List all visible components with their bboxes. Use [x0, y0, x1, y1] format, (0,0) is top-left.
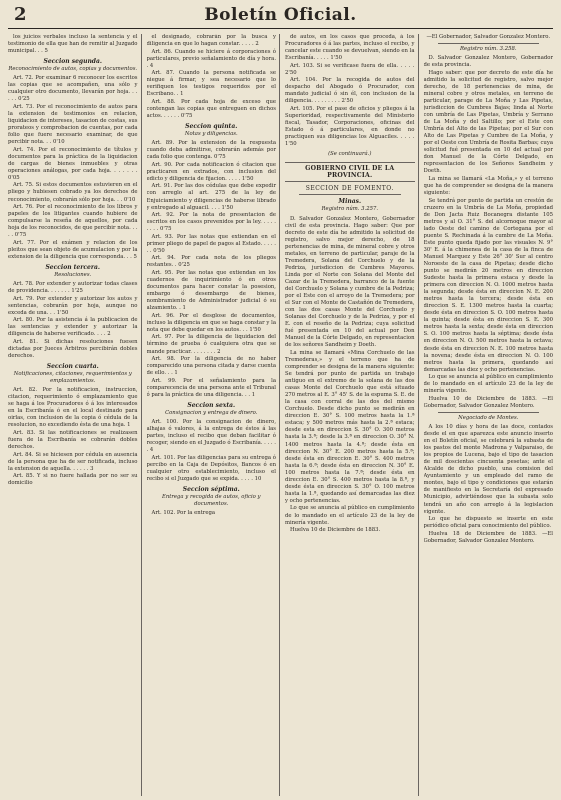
divider [299, 194, 401, 195]
paragraph: Art. 90. Por cada notificacion ó citacion que practicaren en extrados, con inclusion del edicto y diligencia de fijacion. . . . . 1'50 [146, 161, 276, 182]
page-number: 2 [14, 4, 27, 25]
paragraph: Art. 89. Por la extension de la respuesta cuando deba admitirse, cobrarán además por cada folio que contenga. 0'75 [146, 140, 276, 161]
subheading: Resoluciones. [54, 272, 92, 278]
section-heading: Seccion segunda. [43, 58, 102, 66]
column-1 [8, 34, 142, 796]
paragraph: Art. 93. Por las notas que extiendan en el primer pliego de papel de pagos al Estado. . . . . . . 0'50 [146, 233, 276, 254]
paragraph: Art. 77. Por el exámen y relacion de los pleitos que sean objeto de acumulacion y por la extension de la diligencia que corresponda. . . 5 [8, 239, 138, 260]
paragraph: Art. 96. Por el desglose de documentos, incluso la diligencia en que se haga constar y la nota que debe quedar en los autos. . . 1'50 [146, 312, 276, 333]
subheading: Registro núm. 3.258. [459, 46, 517, 53]
paragraph: Art. 72. Por examinar 6 reconocer los escritos las copias que se acompañen, una sólo y cualquier otro documento, llevarán por hoja. . . . . . 0'25 [8, 75, 138, 103]
section-heading: Seccion sexta. [187, 401, 236, 409]
paragraph: Art. 81. Si dichas resoluciones fuesen dictadas por Jueces Árbitros percibirán dobles derechos. [8, 338, 138, 360]
continuation-note: (Se continuará.) [328, 151, 372, 158]
paragraph: Art. 101. Por las diligencias para su entrega ó percibo en la Caja de Depósitos, Bancos ó en cualquier otro establecimiento, incluso el recibo si el Juzgado que se expida. . . . . 10 [146, 454, 276, 482]
subheading: Notas y diligencias. [184, 131, 238, 138]
paragraph: Huelva 18 de Diciembre de 1883. —El Gobernador, Salvador Gonzalez Montero. [423, 530, 553, 544]
divider [438, 43, 540, 44]
paragraph: el designado, cobrarán por la busca y diligencia en que lo hagan constar. . . . . 2 [146, 34, 276, 48]
paragraph: Art. 86. Cuando se hiciere á corporaciones ó particulares, previo señalamiento de día y hora. . 4 [146, 48, 276, 69]
paragraph: D. Salvador Gonzalez Montero, Gobernador civil de esta provincia. Hago saber: Que por decreto de este día he admitido la solicitud de registro, salvo mejor derecho, de 18 pertenencias de mina, de mineral cobre y otros metales, en terreno de particular, paraje de la Tremedera, Solana del Corchuelo y de la Pedriza, jurisdiccion de Cumbres Mayores. Linda por el Norte con Solana del Monte del Cazar de la Tremedera, barranco de la fuente del Corchuelo y Solana y cumbre de la Pedriza; por el Este con el arroyo de la Tremedera; por el Sur con el Monte de Castañón de Tremedera, con las dos casas Monte del Corchuelo y Solanas del Corchuelo y de la Pedriza, y por el E. con el reseño de la Pedriza; cuya solicitud fué presentada en 10 del actual por Don Manuel de la Córte Delgado, en representacion de los señores Sandheim y Doeth. [285, 215, 415, 349]
paragraph: Art. 97. Por la diligencia de liquidacion del término de prueba ó cualquiera otra que se mande practicar. . . . . . . . 2 [146, 334, 276, 355]
paragraph: los juicios verbales incluso la sentencia y el testimonio de ella que han de remitir al Juzgado municipal. . . 5 [8, 34, 138, 55]
paragraph: Lo que he dispuesto se inserte en este periódico oficial para conocimiento del público. [423, 516, 553, 530]
signature-line: —El Gobernador, Salvador Gonzalez Montero. [426, 34, 551, 40]
paragraph: Lo que se anuncia al público en cumplimiento de lo mandado en el artículo 23 de la ley de minería vigente. [285, 505, 415, 526]
paragraph: Art. 88. Por cada hoja de exceso que contengan las copias que entreguen en dichos actos. . . . . . 0'75 [146, 98, 276, 120]
paragraph: Art. 74. Por el reconocimiento de títulos y documentos para la práctica de la liquidacion de cargas de bienes inmuebles y otras operaciones análogas, por cada hoja. . . . . . . 0'05 [8, 146, 138, 181]
paragraph: Hago saber: que por decreto de este día he admitido la solicitud de registro, salvo mejor derecho, de 18 pertenencias de mina, de mineral cobre y otros metales, en terreno de particular, parage de La Moña y Las Pipetas, jurisdiccion de Cumbres Bajas; linda al Norte con umbría de Las Pipetas, Umbría y Serrano de La Moña y del Saltillo; por el Este con Umbría del Alto de las Pipetas; por el Sur con Alto de Las Pipetas y Cumbre de La Moña, y por el Oeste con Umbría de Rosita Barbas; cuya solicitud fué presentada en 10 del actual por don Manuel de la Córte Delgado, en representacion de los Señores Sandheim y Doeth. [423, 69, 553, 175]
paragraph: La mina se llamará «La Moña,» y el terreno que ha de comprender se designa de la manera siguiente: [423, 175, 553, 196]
section-heading: Minas. [338, 198, 362, 206]
section-heading: Seccion tercera. [45, 263, 101, 271]
section-title: SECCION DE FOMENTO. [305, 185, 394, 193]
column-4 [424, 34, 554, 796]
paragraph: Art. 85. Y si no fuere hallada por no ser su domicilio [8, 473, 138, 487]
column-3 [285, 34, 419, 796]
paragraph: Art. 105. Por el pase de oficios y pliegos á la Superioridad, respectivamente del Ministerio fiscal, Tasador, Corporaciones, oficinas del Estado ó á particulares, en donde no practiquen sus diligencias los Alguaciles. . . . . 1'50 [285, 105, 415, 148]
paragraph: Art. 87. Cuando la persona notificada se niegue á firmar, y sea necesario que lo verifiquen los testigos requeridos por el Escribano. . 1 [146, 70, 276, 98]
paragraph: D. Salvador Gonzalez Montero, Gobernador de esta provincia. [423, 55, 553, 69]
page-header [8, 4, 553, 29]
subheading: Reconocimiento de autos, copias y documentos. [8, 66, 138, 73]
paragraph: Huelva 10 de Diciembre de 1883. [290, 527, 381, 534]
subheading: Consignacion y entrega de dinero. [165, 409, 258, 416]
paragraph: Lo que se anuncia al público en cumplimiento de lo mandado en el artículo 23 de la ley de minería vigente. [423, 374, 553, 395]
paragraph: Art. 95. Por las notas que extiendan en los cuadernos de inquirimiento ó en otros documentos para hacer constar la posesion, embargo ó desembargo de bienes, nombramiento de Administrador judicial ó su alzamiento. . 1 [146, 270, 276, 312]
column-2 [147, 34, 281, 796]
paragraph: Art. 103. Si se verificase fuera de ella. . . . . 2'50 [285, 62, 415, 76]
paragraph: Art. 102. Por la entrega [151, 510, 216, 516]
paragraph: Art. 104. Por la recogida de autos del despacho del Abogado ó Procurador, con mandato judicial ó sin él, con inclusion de la diligencia. . . . . . . . . 2'50 [285, 77, 415, 105]
paragraph: Se tendrá por punto de partida un crestón de cruzero en la Umbría de La Moña, propiedad de Don Jacta Ruiz Bocanegra distante 105 metros y al O. 31° S. del alcornoque mayor al lado Oeste del camino de Cortegana por el puente S. Rechinada á la cumbre de La Moña. Este punto queda fijado por las visuales N. 9° 30' E. á la chimenea de la casa de la finca de Manuel Marquez y Este 26° 30' Sur al centro Noroeste de la casa de Pipetas; desde dicho punto se medirán 20 metros en direccion Sudeste hasta la primera estaca y desde la primera con direccion N. O. 1000 metros hasta la segunda; desde ésta en direccion N. E. 200 metros hasta la tercera; desde ésta en direccion S. E. 1300 metros hasta la cuarta; desde ésta en direccion S. O. 100 metros hasta la quinta; desde ésta en direccion S. E. 300 metros hasta la sexta; desde ésta en direccion S. O. 100 metros hasta la séptima; desde ésta en direccion N. O. 500 metros hasta la octava; desde ésta en direccion N. E. 100 metros hasta la novena; desde ésta en direccion N. O. 100 metros hasta la primera, quedando así demarcadas las diez y ocho pertenencias. [423, 197, 553, 373]
divider [438, 412, 540, 413]
paragraph: Art. 94. Por cada nota de los pliegos restantes. . 0'25 [146, 255, 276, 269]
paragraph: Huelva 10 de Diciembre de 1883. —El Gobernador, Salvador Gonzalez Montero. [423, 395, 553, 409]
paragraph: Art. 100. Por la consignacion de dinero, alhajas ó valores, á la entrega de éstos á las partes, incluso el recibo que deban facilitar ó recoger, siendo en el Juzgado ó Escribanía. . . . . . 4 [146, 418, 276, 454]
paragraph: Art. 80. Por la asistencia á la publicacion de las sentencias y extender y autorizar la diligencia de haberse verificado. . . . 2 [8, 317, 138, 338]
paragraph: Art. 91. Por las dos cédulas que debe expedir con arreglo al art. 275 de la ley de Enjuiciamiento y diligencias de haberse librado y entregado al alguacil. . . . 1'50 [146, 183, 276, 211]
section-heading: Seccion cuarta. [46, 363, 99, 371]
subheading: Negociado de Montes. [458, 414, 519, 421]
paragraph: Art. 84. Si se hiciesen por cédula en ausencia de la persona que ha de ser notificada, incluso la extension de aquella. . . . . . 3 [8, 451, 138, 472]
paragraph: Art. 83. Si las notificaciones se realizasen fuera de la Escribanía se cobrarán dobles derechos. [8, 429, 138, 451]
paragraph: Art. 75. Si estos documentos estuvieren en el pliego y hubiesen cobrado ya los derechos de reconocimiento, cobrarán sólo por hoja. . . 0'10 [8, 182, 138, 203]
subheading: Registro núm. 3.257. [321, 206, 379, 213]
paragraph: de autos, en los casos que proceda, á los Procuradores ó á las partes, incluso el recibo, y cancelar este cuando se devuelvan, siendo en la Escribanía. . . . . 1'50 [285, 34, 415, 62]
subheading: Notificaciones, citaciones, requerimientos y emplazamientos. [13, 371, 132, 385]
subheading: Entrega y recogida de autos, oficio y documentos. [161, 493, 261, 507]
paragraph: Art. 73. Por el reconocimiento de autos para la extension de testimonios en relacion, liquidacion de intereses, tasacion de costas, sus prorateos y comprobacion de cuentas, por cada folio que fuere necesario examinar, de que percibir nota. . . 0'10 [8, 103, 138, 146]
section-heading: Seccion quinta. [185, 123, 238, 131]
paragraph: A los 10 días y hora de las doce, contados desde el en que aparezca este anuncio inserto en el Boletín oficial, se celebrará la subasta de los pastos del monte Madrona y Valparaiso, de los propios de Lucena, bajo el tipo de tasacion de mil doscientas cincuenta pesetas; ante el Alcalde de dicho pueblo, una comision del Ayuntamiento y un empleado del ramo de montes, bajo el tipo y condiciones que estarán de manifiesto en la Secretaría del expresado Municipio, advirtiéndose que la subasta solo tendrá un año con arreglo á la legislacion vigente. [423, 423, 553, 515]
paragraph: La mina se llamará «Mina Corchuelo de las Tremederas,» y el terreno que ha de comprender se designa de la manera siguiente: Se tendrá por punto de partida un trabajo antiguo en el extremo de la solana de las dos casas Monte del Corchuelo que está situado 270 metros al E. 3° 45' S. de la espuma S. E. de la casa con corral de las dos del mismo Corchuelo. Desde dicho punto se medirán en direccion E. 30° S. 100 metros hasta la 1.ª estaca; y 500 metros más hasta la 2.ª estaca; desde esta en direccion S. 30° O. 300 metros hasta la 3.ª; desde la 3.ª en direccion O. 30° N. 1400 metros hasta la 4.ª; desde ésta en direccion N. 30° E. 200 metros hasta la 5.ª; desde ésta en direccion E. 30° S. 400 metros hasta la 6.ª; desde ésta en direccion N. 30° E. 100 metros hasta la 7.ª; desde ésta en direccion E. 30° S. 400 metros hasta la 8.ª, y desde ésta en direccion S. 30° O. 100 metros hasta la 1.ª, quedando así demarcadas las diez y ocho pertenencias. [285, 349, 415, 504]
masthead-title: Boletín Oficial. [204, 5, 357, 25]
paragraph: Art. 98. Por la diligencia de no haber comparecido una persona citada y darse cuenta de ello. . . 1 [146, 356, 276, 377]
section-heading: Seccion séptima. [182, 485, 240, 493]
text-columns [8, 34, 553, 796]
paragraph: Art. 92. Por la nota de presentacion de escritos en los casos prevenidos por la ley. . . . . . . . . 0'75 [146, 212, 276, 233]
section-banner: GOBIERNO CIVIL DE LA PROVINCIA. [285, 162, 415, 182]
paragraph: Art. 78. Por extender y autorizar todas clases de providencia. . . . . . . 1'25 [8, 281, 138, 295]
paragraph: Art. 79. Por extender y autorizar los autos y sentencias, cobrarán por hoja, aunque no exceda de una. . . 1'50 [8, 295, 138, 316]
paragraph: Art. 99. Por el señalamiento para la comparecencia de una persona ante el Tribunal ó para la práctica de una diligencia. . . 1 [146, 377, 276, 398]
paragraph: Art. 76. Por el reconocimiento de los libros y papeles de los litigantes cuando hubiere de compulsarse la reseña de aquellos, por cada hoja de los reconocidos, de que percibir nota. . . . . 0'75 [8, 204, 138, 239]
paragraph: Art. 82. Por la notificacion, instruccion, citacion, requerimiento ó emplazamiento que se haga á los Procuradores ó á los interesados en la Escribanía ó en el local destinado para oirlas, con inclusion de la copia ó cédula de la resolucion, no excediendo ésta de una hoja. 1 [8, 387, 138, 429]
